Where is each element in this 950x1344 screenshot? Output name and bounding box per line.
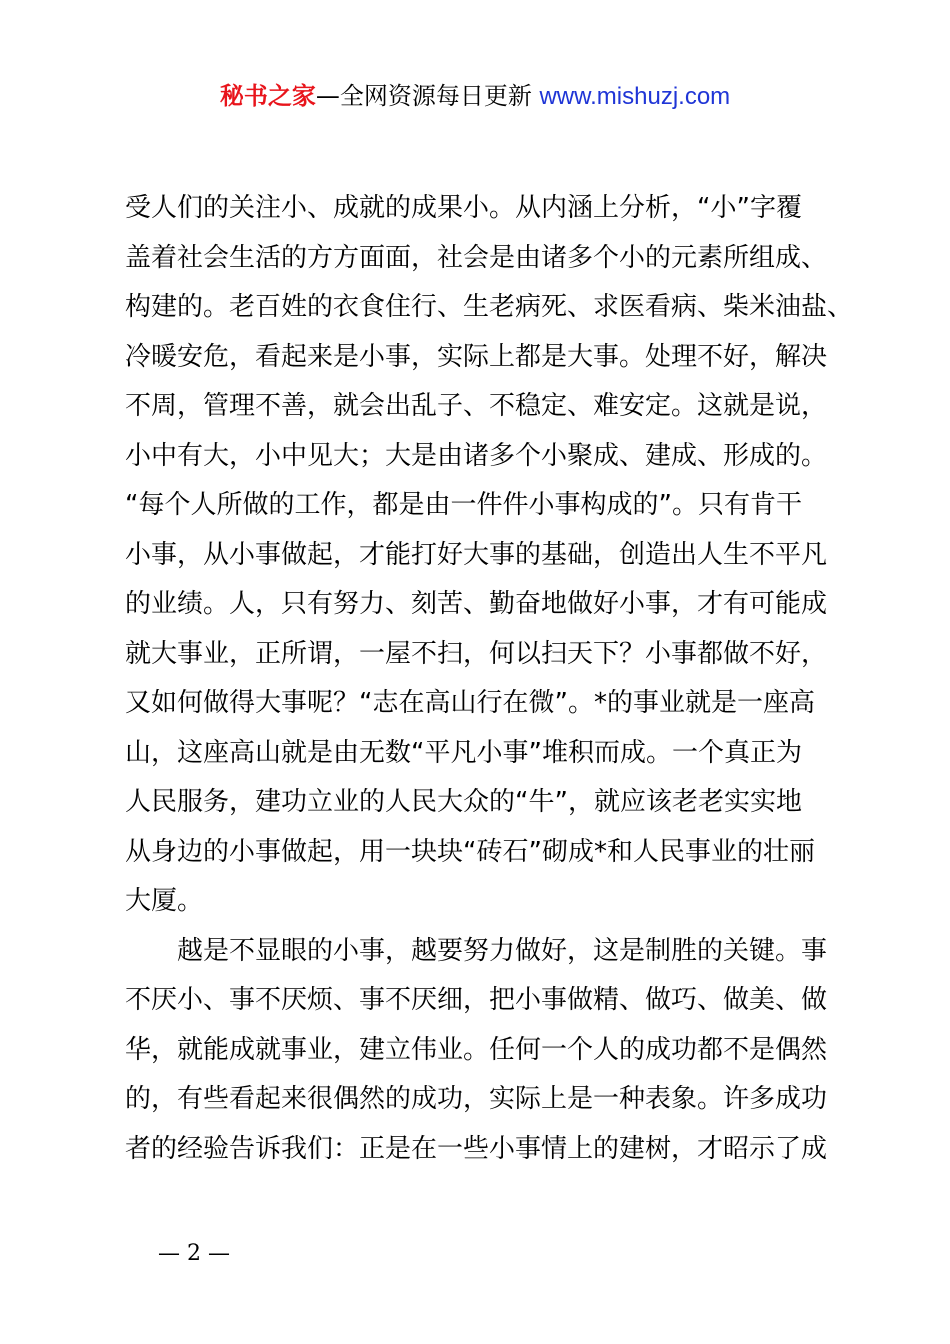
page-header (0, 80, 950, 113)
text-line: 构建的。老百姓的衣食住行、生老病死、求医看病、柴米油盐、 (125, 292, 854, 322)
text-line: 华，就能成就事业，建立伟业。任何一个人的成功都不是偶然 (125, 1034, 828, 1065)
text-line: 人民服务，建功立业的人民大众的“牛”，就应该老老实实地 (125, 787, 802, 817)
text-line: 者的经验告诉我们：正是在一些小事情上的建树，才昭示了成 (125, 1133, 828, 1164)
text-line: “每个人所做的工作，都是由一件件小事构成的”。只有肯干 (125, 490, 802, 520)
text-line: 盖着社会生活的方方面面，社会是由诸多个小的元素所组成、 (125, 242, 828, 273)
text-line: 就大事业，正所谓，一屋不扫，何以扫天下？小事都做不好， (125, 638, 828, 669)
text-line: 的，有些看起来很偶然的成功，实际上是一种表象。许多成功 (125, 1084, 828, 1114)
text-line: 不厌小、事不厌烦、事不厌细，把小事做精、做巧、做美、做 (125, 985, 828, 1015)
text-line: 小中有大，小中见大；大是由诸多个小聚成、建成、形成的。 (125, 440, 828, 471)
text-line: 大厦。 (125, 886, 204, 916)
text-line: 冷暖安危，看起来是小事，实际上都是大事。处理不好，解决 (125, 341, 828, 372)
paragraph-first-line: 越是不显眼的小事，越要努力做好，这是制胜的关键。事 (177, 935, 828, 966)
text-line: 山，这座高山就是由无数“平凡小事”堆积而成。一个真正为 (125, 737, 802, 768)
text-line: 的业绩。人，只有努力、刻苦、勤奋地做好小事，才有可能成 (125, 589, 828, 619)
site-tagline: —全网资源每日更新 (315, 82, 532, 110)
text-line: 从身边的小事做起，用一块块“砖石”砌成*和人民事业的壮丽 (125, 836, 815, 867)
site-url-link[interactable]: www.mishuzj.com (539, 83, 731, 110)
site-brand: 秘书之家 (219, 82, 316, 110)
text-line: 又如何做得大事呢？“志在高山行在微”。*的事业就是一座高 (125, 688, 815, 718)
text-line: 受人们的关注小、成就的成果小。从内涵上分析，“小”字覆 (125, 193, 802, 223)
document-body (125, 184, 854, 1174)
text-line: 不周，管理不善，就会出乱子、不稳定、难安定。这就是说， (125, 391, 828, 421)
text-line: 小事，从小事做起，才能打好大事的基础，创造出人生不平凡 (125, 539, 828, 570)
page-number: — 2 — (158, 1241, 230, 1266)
